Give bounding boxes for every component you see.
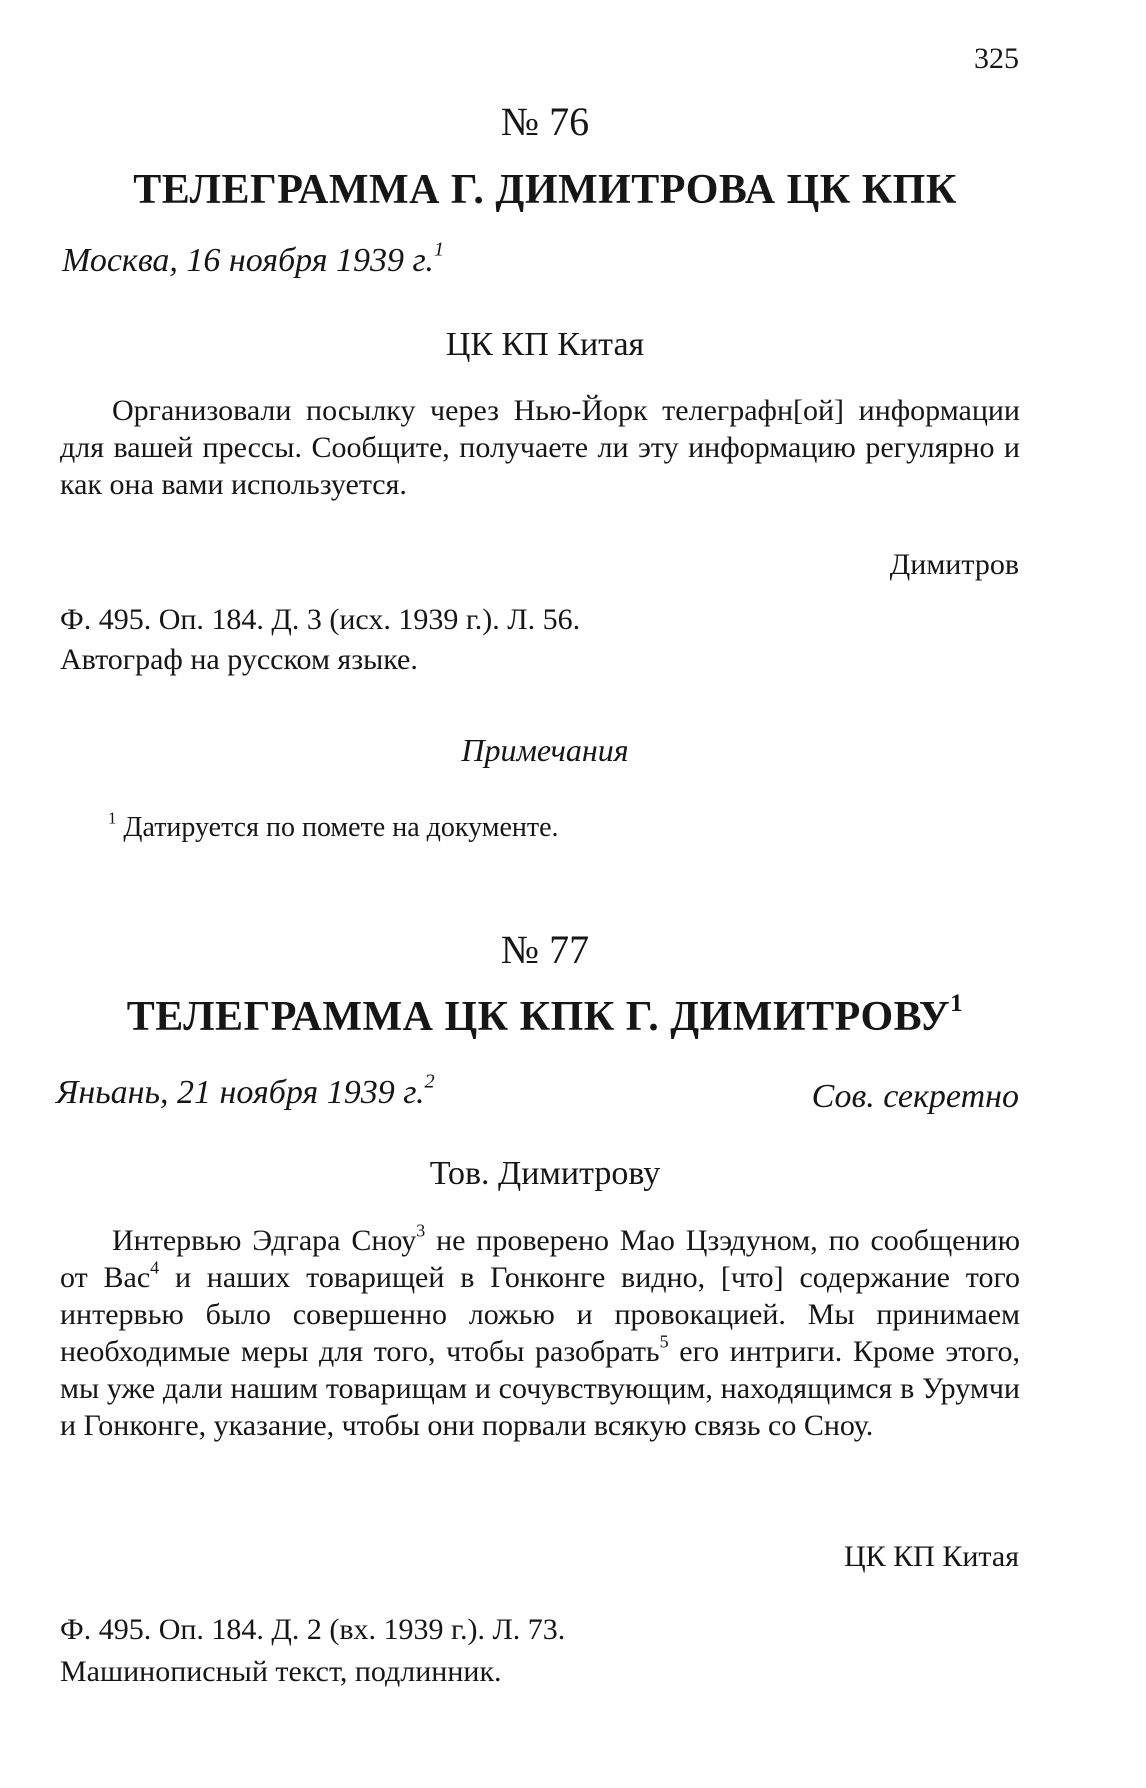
archive-note: Автограф на русском языке. [60, 643, 418, 676]
body-text: Интервью Эдгара Сноу [112, 1224, 417, 1257]
footnote-marker: 2 [424, 1070, 435, 1093]
telegram-body [60, 392, 1020, 503]
body-text: не проверено Мао Цзэдуном, по сообщению от Вас [60, 1224, 1021, 1294]
footnote-marker: 1 [433, 238, 445, 261]
place-date-text: Яньань, 21 ноября 1939 г. [56, 1074, 425, 1111]
footnote-number: 1 [108, 808, 117, 828]
archive-reference: Ф. 495. Оп. 184. Д. 2 (вх. 1939 г.). Л. 73. [60, 1613, 566, 1646]
addressee: Тов. Димитрову [429, 1155, 661, 1192]
signature: Димитров [889, 548, 1019, 581]
document-number: № 77 [500, 927, 590, 972]
body-text: Организовали посылку через Нью-Йорк телеграфн[ой] информации для вашей прессы. Сообщите, получаете ли эту информацию регулярно и как она вами используется. [60, 394, 1020, 501]
place-date [56, 1070, 435, 1112]
body-text: его интриги. Кроме этого, мы уже дали нашим товарищам и сочувствующим, находящимся в Урумчи и Гонконге, указание, чтобы они порвали всякую связь со Сноу. [60, 1335, 1020, 1442]
document-title [0, 166, 1090, 214]
telegram-body [60, 1222, 1020, 1444]
classification-stamp: Сов. секретно [811, 1078, 1019, 1115]
body-text: и наших товарищей в Гонконге видно, [что] содержание того интервью было совершенно ложью и провокацией. Мы принимаем необходимые меры для того, чтобы разобрать [60, 1261, 1020, 1368]
document-title-text: ТЕЛЕГРАММА ЦК КПК Г. ДИМИТРОВУ [126, 994, 951, 1040]
footnote-marker: 5 [659, 1331, 669, 1352]
place-date [62, 238, 445, 280]
notes-heading: Примечания [461, 732, 629, 768]
footnote-text: Датируется по помете на документе. [123, 812, 559, 843]
document-title [0, 990, 1090, 1041]
document-number: № 76 [500, 99, 590, 144]
footnote-marker: 3 [416, 1220, 426, 1241]
place-date-text: Москва, 16 ноября 1939 г. [62, 242, 434, 279]
addressee: ЦК КП Китая [445, 326, 645, 363]
footnote-marker: 1 [950, 990, 964, 1018]
archive-reference: Ф. 495. Оп. 184. Д. 3 (исх. 1939 г.). Л. 56. [60, 603, 581, 636]
archive-note: Машинописный текст, подлинник. [60, 1655, 502, 1688]
footnote [108, 808, 559, 844]
signature: ЦК КП Китая [843, 1540, 1019, 1573]
footnote-marker: 4 [150, 1257, 160, 1278]
document-title-text: ТЕЛЕГРАММА Г. ДИМИТРОВА ЦК КПК [133, 167, 957, 213]
page-number: 325 [974, 42, 1019, 75]
